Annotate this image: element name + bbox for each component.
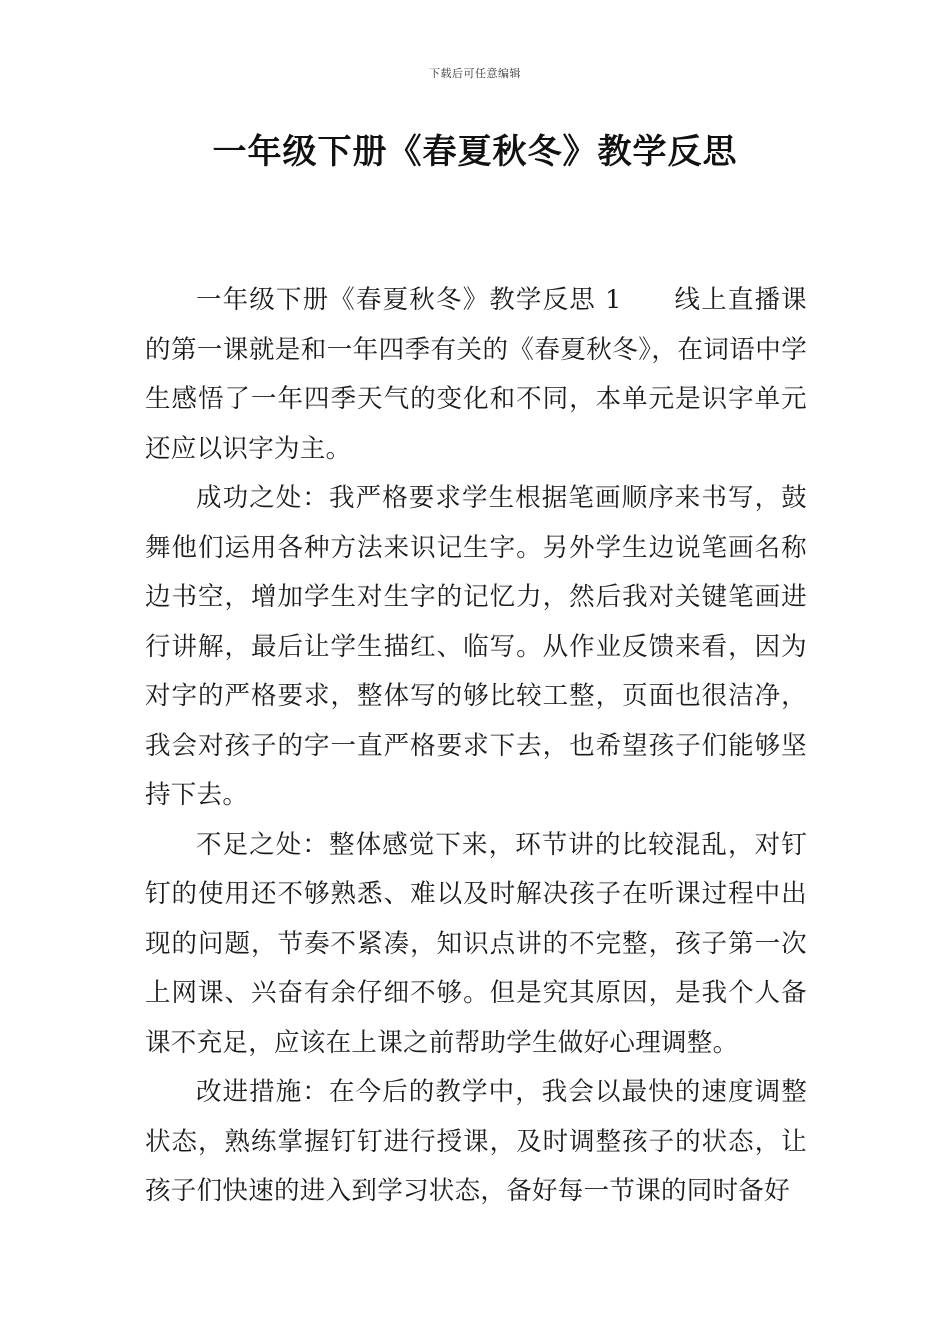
document-title: 一年级下册《春夏秋冬》教学反思 bbox=[212, 132, 738, 172]
paragraph-intro bbox=[145, 276, 807, 474]
intro-lead: 一年级下册《春夏秋冬》教学反思 1 bbox=[196, 285, 622, 315]
header-note: 下载后可任意编辑 bbox=[429, 67, 521, 80]
document-body bbox=[145, 276, 807, 1217]
paragraph-shortcomings: 不足之处：整体感觉下来，环节讲的比较混乱，对钉钉的使用还不够熟悉、难以及时解决孩子在听课过程中出现的问题，节奏不紧凑，知识点讲的不完整，孩子第一次上网课、兴奋有余仔细不够。但是究其原因，是我个人备课不充足，应该在上课之前帮助学生做好心理调整。 bbox=[145, 829, 807, 1058]
paragraph-success: 成功之处：我严格要求学生根据笔画顺序来书写，鼓舞他们运用各种方法来识记生字。另外学生边说笔画名称边书空，增加学生对生字的记忆力，然后我对关键笔画进行讲解，最后让学生描红、临写。从作业反馈来看，因为对字的严格要求，整体写的够比较工整，页面也很洁净，我会对孩子的字一直严格要求下去，也希望孩子们能够坚持下去。 bbox=[145, 483, 807, 810]
paragraph-improvements: 改进措施：在今后的教学中，我会以最快的速度调整状态，熟练掌握钉钉进行授课，及时调整孩子的状态，让孩子们快速的进入到学习状态，备好每一节课的同时备好 bbox=[145, 1077, 807, 1206]
intro-text: 线上直播课的第一课就是和一年四季有关的《春夏秋冬》，在词语中学生感悟了一年四季天气的变化和不同，本单元是识字单元还应以识字为主。 bbox=[145, 285, 807, 464]
